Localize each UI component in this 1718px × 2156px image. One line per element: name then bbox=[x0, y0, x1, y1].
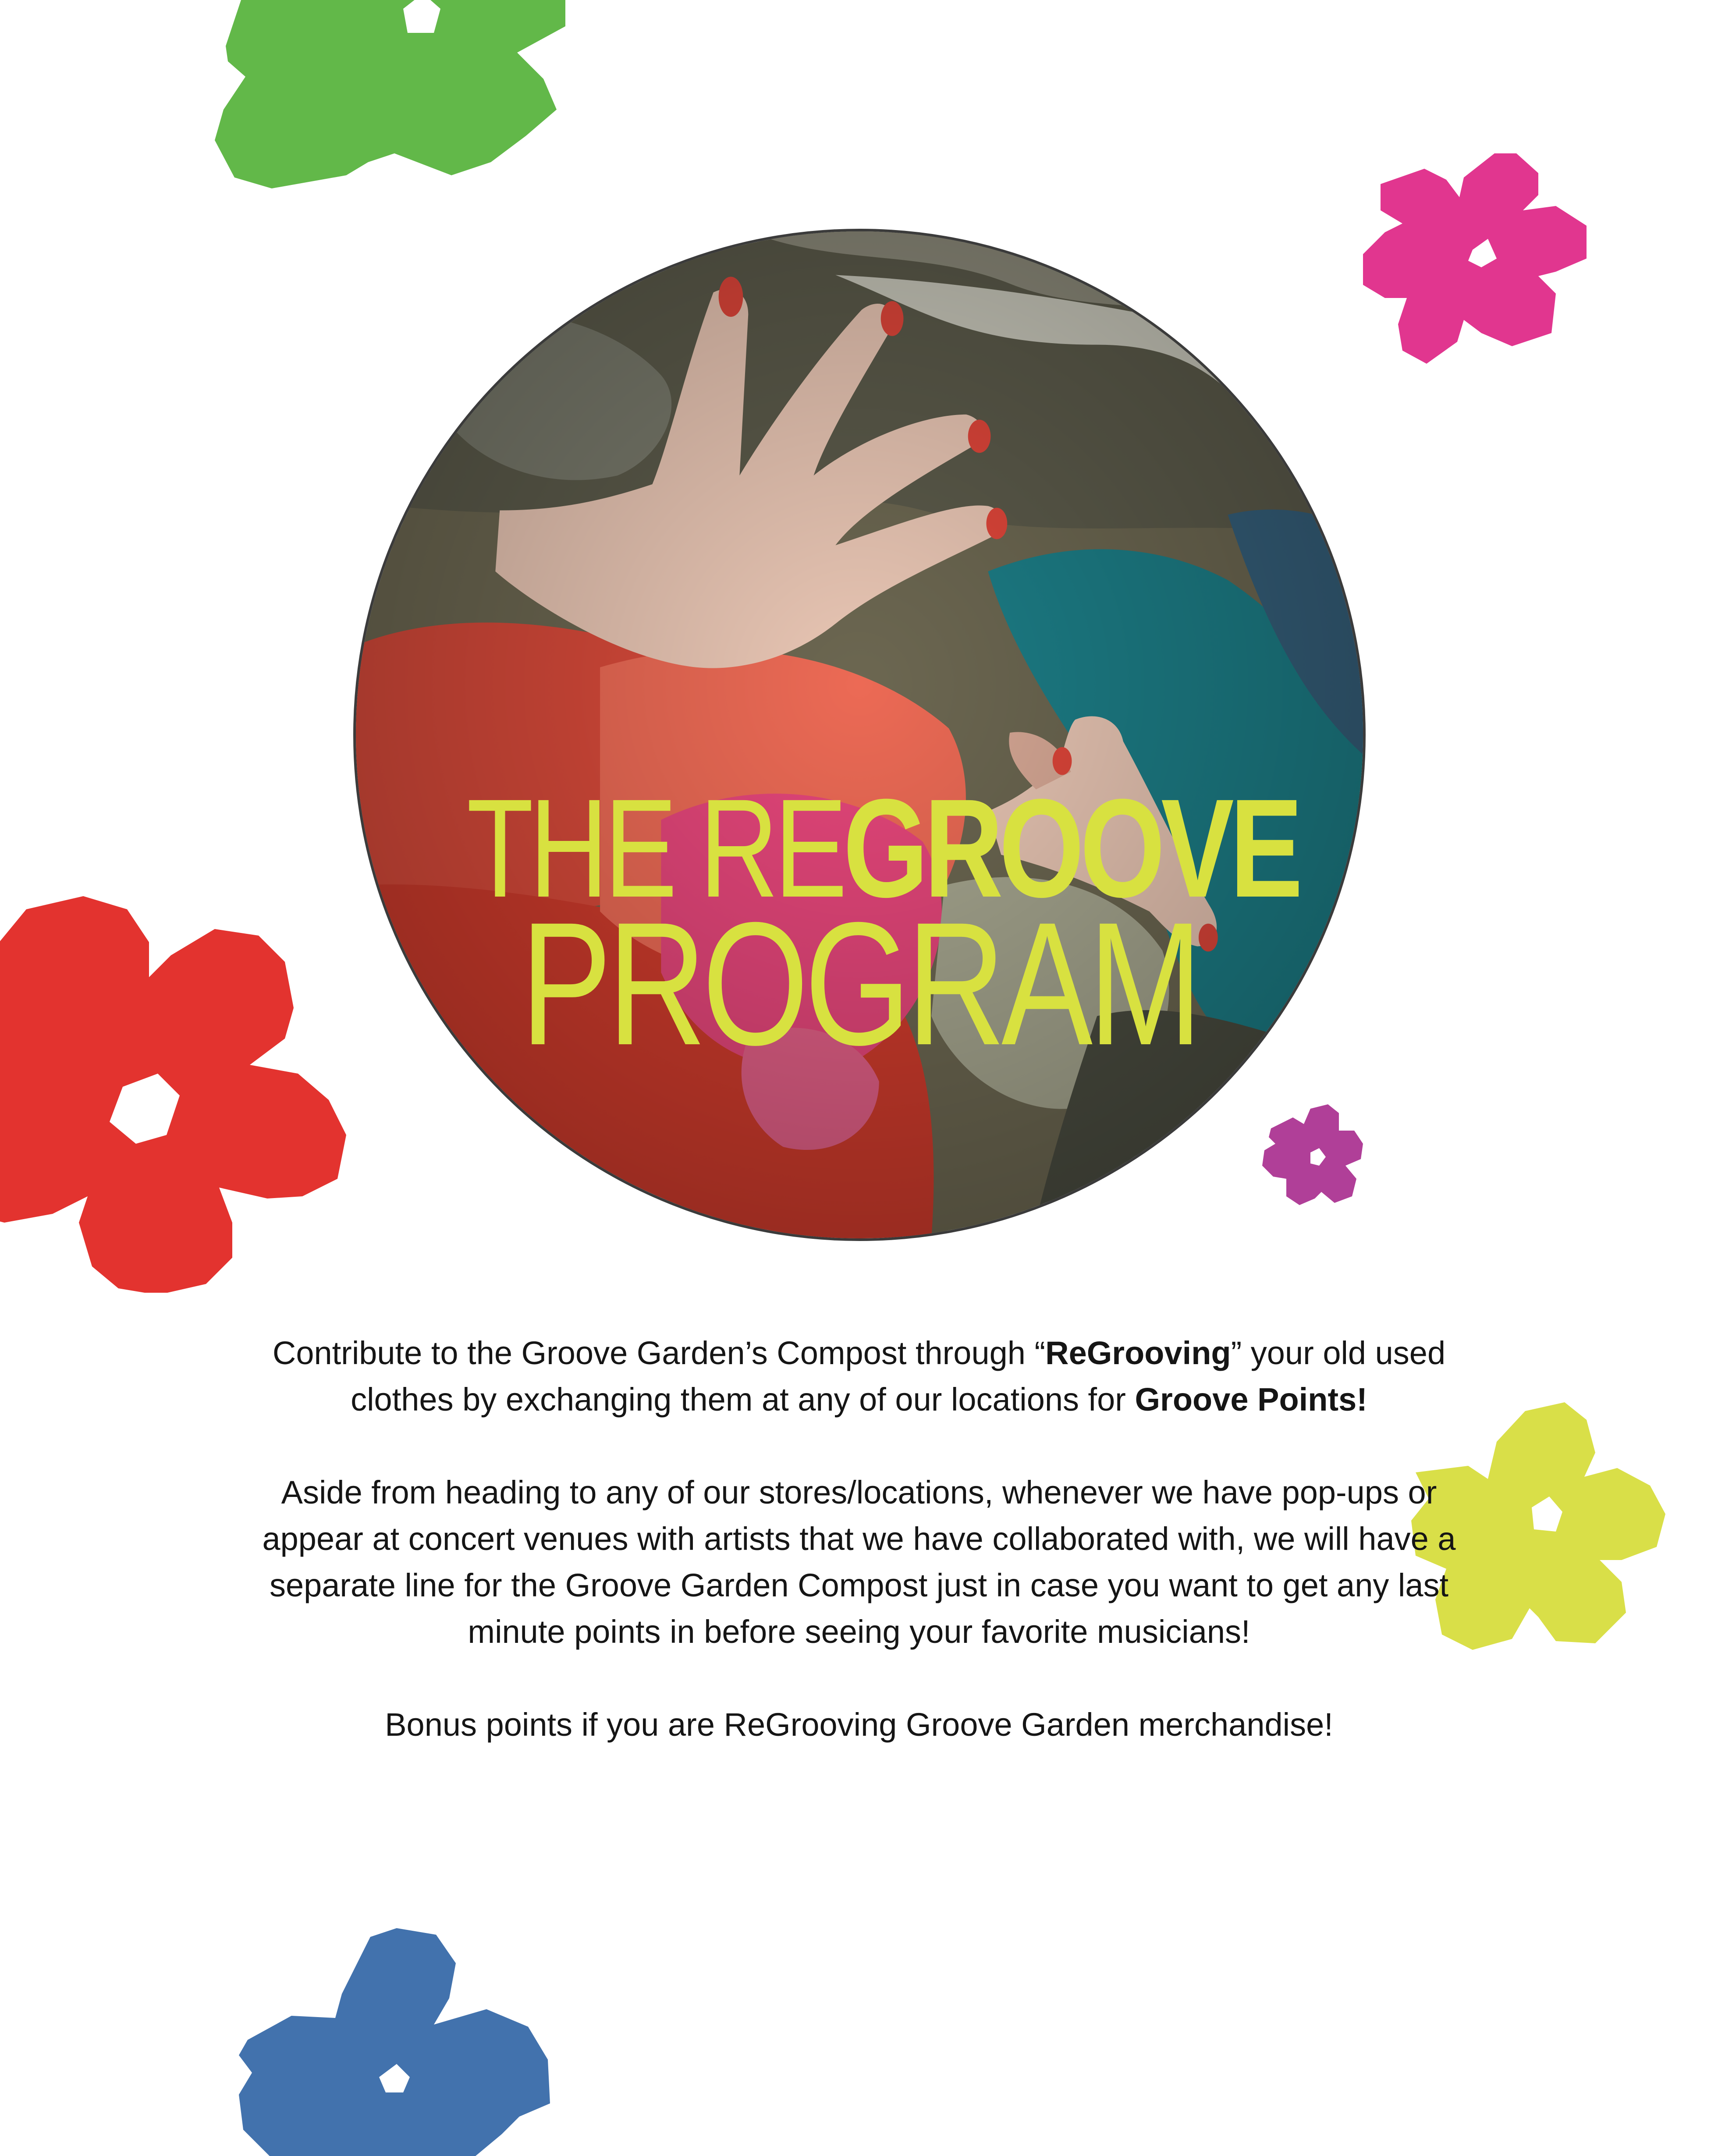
paragraph-popups: Aside from heading to any of our stores/locations, whenever we have pop-ups or appear at concert venues with artists that we have collaborated with, we will have a separate line for the Groove Garden Compost just in case you want to get any last minute points in before seeing your favorite musicians! bbox=[262, 1474, 1456, 1650]
clothes-photo bbox=[356, 231, 1363, 1238]
intro-text-start: Contribute to the Groove Garden’s Compost through “ bbox=[272, 1335, 1046, 1371]
regrooving-emphasis: ReGrooving bbox=[1045, 1335, 1231, 1371]
title-groove: GROOVE bbox=[843, 769, 1299, 926]
program-description bbox=[245, 1330, 1473, 1748]
hero-image bbox=[353, 229, 1366, 1241]
paragraph-bonus: Bonus points if you are ReGrooving Groove Garden merchandise! bbox=[385, 1706, 1333, 1743]
paragraph-intro bbox=[245, 1330, 1473, 1423]
program-title bbox=[466, 769, 1299, 1082]
title-program: PROGRAM bbox=[520, 886, 1199, 1082]
intro-text-middle: ” your old used clothes by exchanging them at any of our locations for bbox=[351, 1335, 1446, 1418]
title-the-re: THE RE bbox=[466, 769, 843, 926]
blue-flower-icon bbox=[230, 1928, 563, 2156]
red-flower-icon bbox=[0, 890, 359, 1293]
green-flower-icon bbox=[175, 0, 679, 232]
groove-points-emphasis: Groove Points! bbox=[1135, 1381, 1367, 1418]
magenta-flower-icon bbox=[1363, 153, 1591, 372]
